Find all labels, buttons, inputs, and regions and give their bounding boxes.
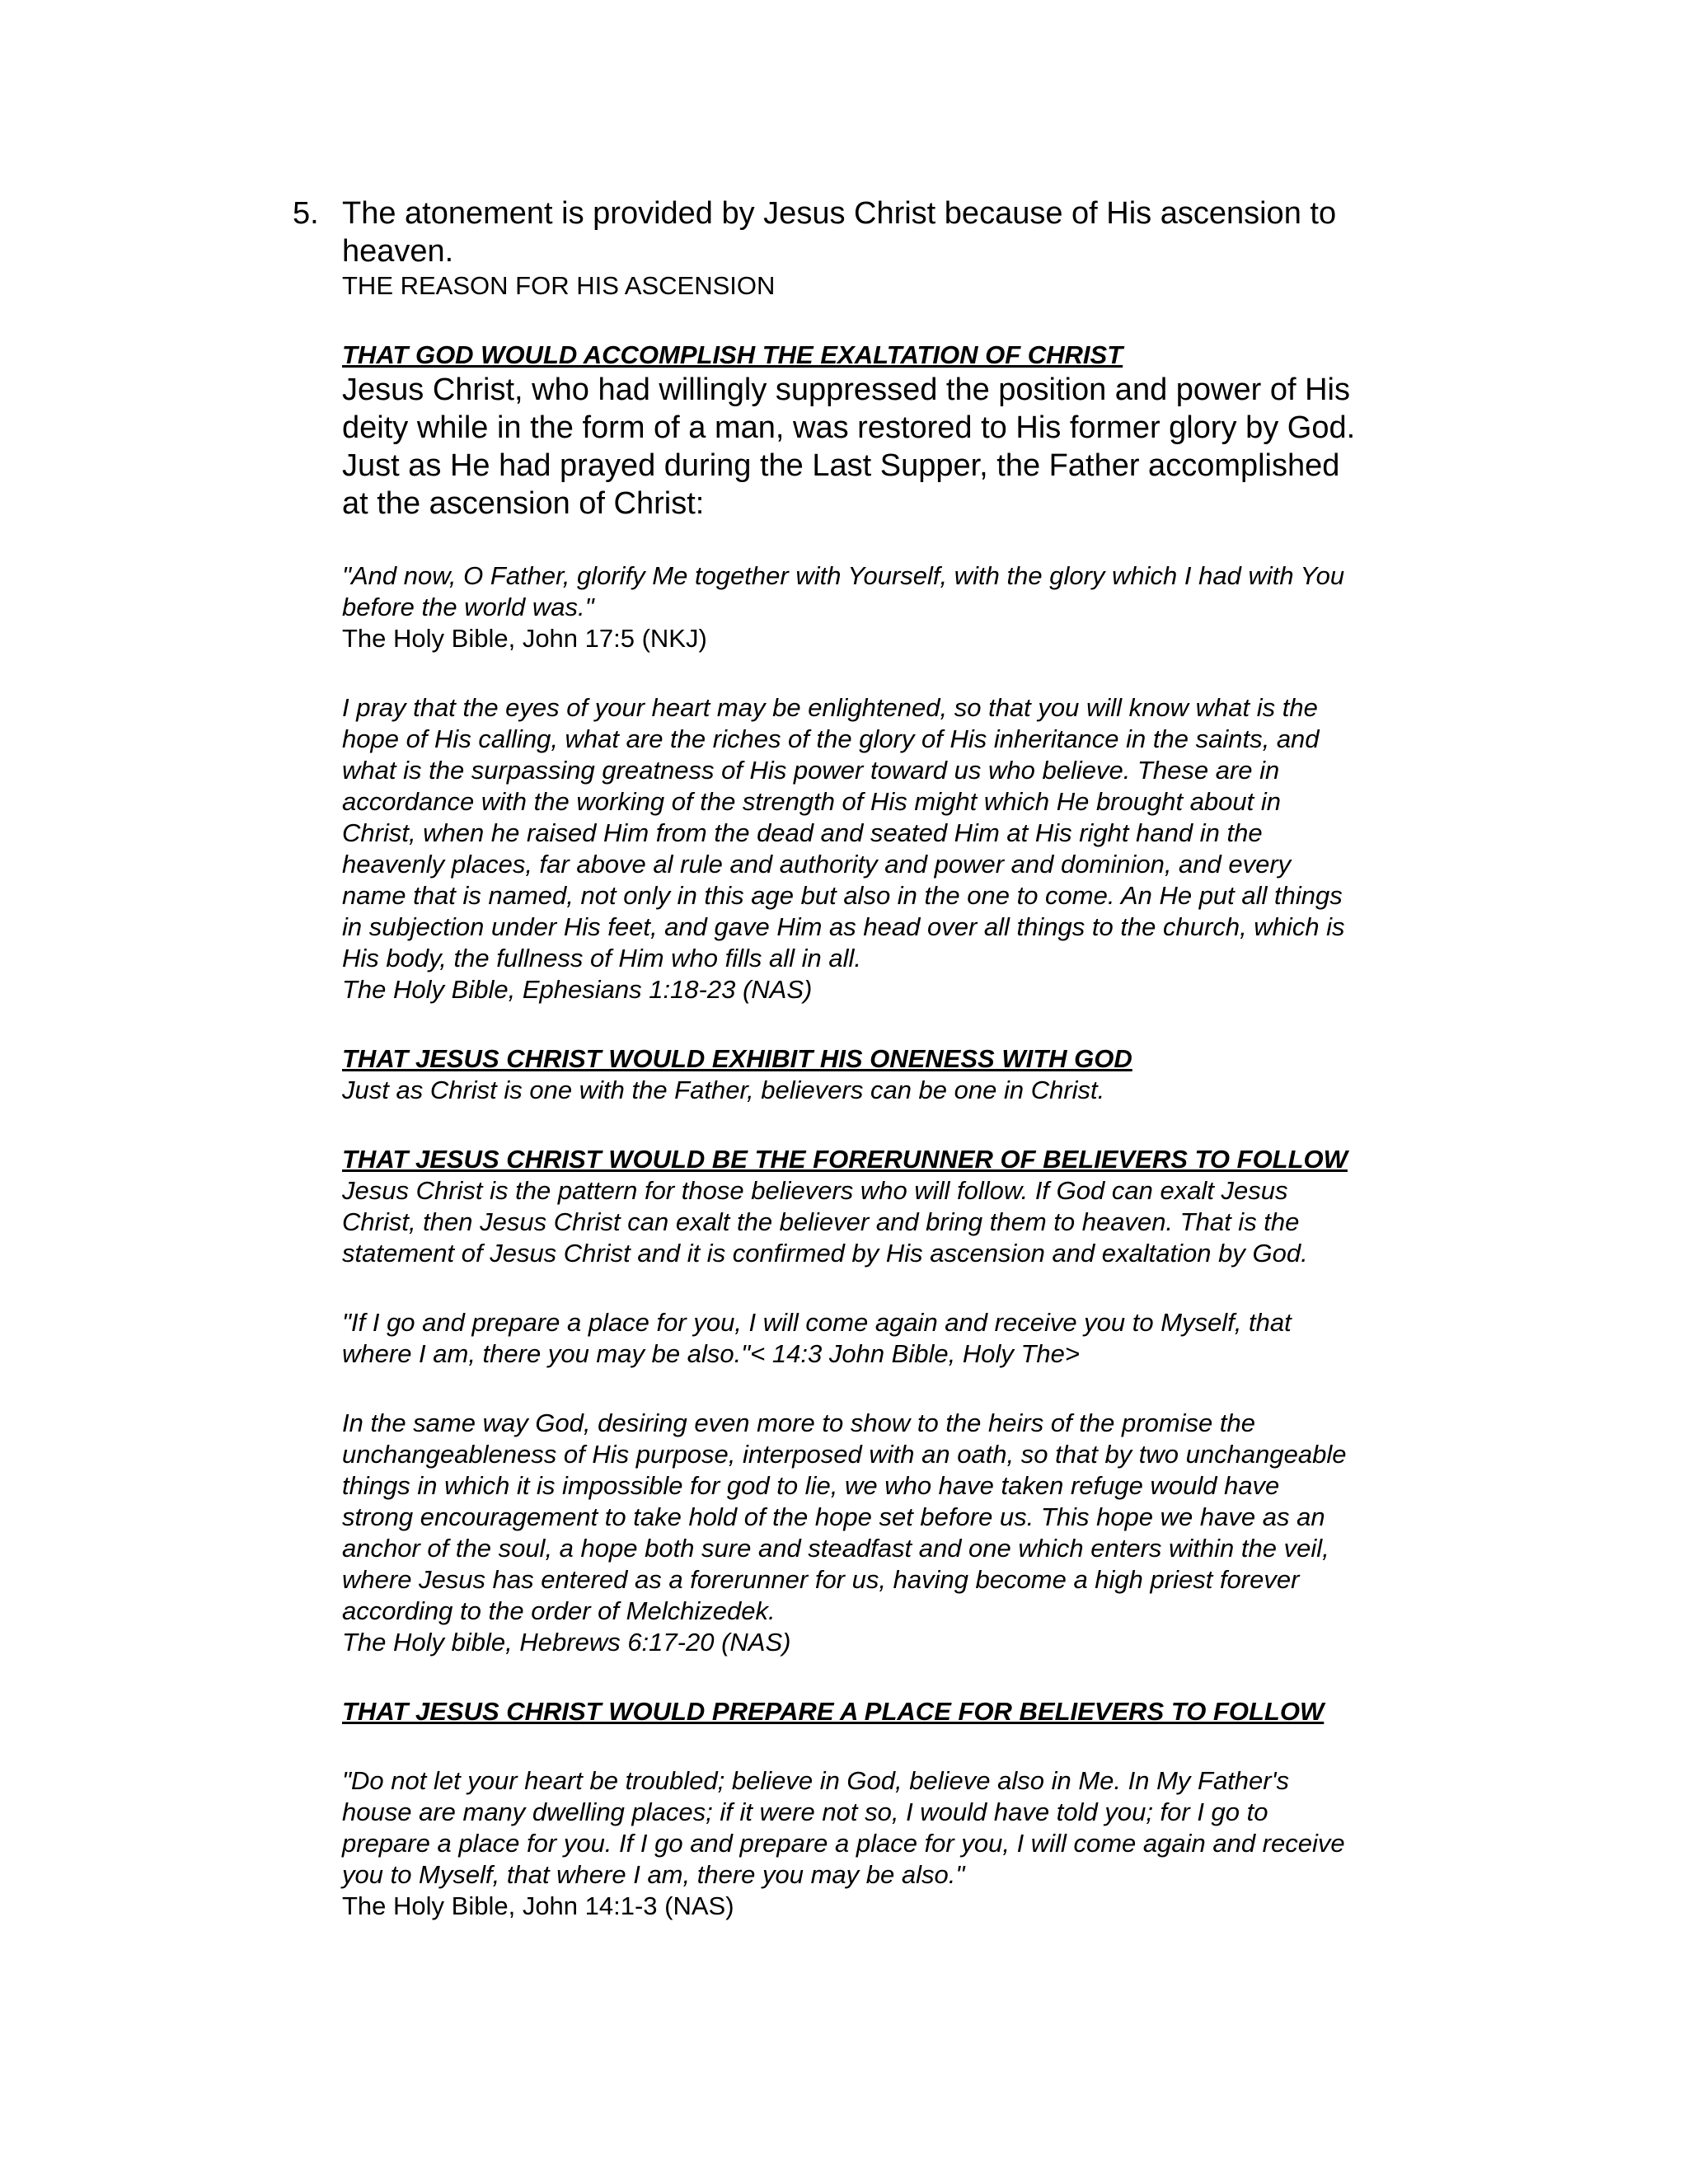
body-line: deity while in the form of a man, was restored to His former glory by God. <box>342 410 1356 445</box>
quote-line: "Do not let your heart be troubled; believe in God, believe also in Me. In My Father's <box>342 1766 1290 1795</box>
body-line: Jesus Christ, who had willingly suppressed the position and power of His <box>342 373 1350 407</box>
section-body: Just as Christ is one with the Father, believers can be one in Christ. <box>342 1076 1105 1104</box>
body-line: Jesus Christ is the pattern for those believers who will follow. If God can exalt Jesus <box>342 1176 1288 1205</box>
heading-line: heaven. <box>342 234 454 269</box>
quote-line: Christ, when he raised Him from the dead and seated Him at His right hand in the <box>342 818 1263 847</box>
quote-line: before the world was." <box>342 593 594 621</box>
quote-line: according to the order of Melchizedek. <box>342 1596 776 1625</box>
subtitle: THE REASON FOR HIS ASCENSION <box>342 271 776 300</box>
body-line: statement of Jesus Christ and it is confirmed by His ascension and exaltation by God. <box>342 1239 1308 1268</box>
heading-line: The atonement is provided by Jesus Christ because of His ascension to <box>342 196 1337 231</box>
section-title-exaltation: THAT GOD WOULD ACCOMPLISH THE EXALTATION OF CHRIST <box>342 340 1123 369</box>
list-item-number: 5. <box>293 196 319 231</box>
section-title-prepare-place: THAT JESUS CHRIST WOULD PREPARE A PLACE FOR BELIEVERS TO FOLLOW <box>342 1697 1325 1726</box>
item-heading <box>342 194 1430 270</box>
quote-line: "And now, O Father, glorify Me together with Yourself, with the glory which I had with You <box>342 561 1345 590</box>
scripture-reference: The Holy bible, Hebrews 6:17-20 (NAS) <box>342 1628 791 1657</box>
quote-line: I pray that the eyes of your heart may be enlightened, so that you will know what is the <box>342 693 1318 722</box>
scripture-quote <box>342 692 1430 974</box>
quote-line: prepare a place for you. If I go and prepare a place for you, I will come again and receive <box>342 1829 1345 1858</box>
quote-line: hope of His calling, what are the riches of the glory of His inheritance in the saints, and <box>342 724 1320 753</box>
scripture-quote <box>342 1307 1430 1370</box>
section-body <box>342 371 1430 523</box>
scripture-reference: The Holy Bible, John 14:1-3 (NAS) <box>342 1891 734 1920</box>
quote-line: unchangeableness of His purpose, interposed with an oath, so that by two unchangeable <box>342 1440 1347 1469</box>
quote-line: where Jesus has entered as a forerunner for us, having become a high priest forever <box>342 1565 1300 1594</box>
quote-line: accordance with the working of the strength of His might which He brought about in <box>342 787 1282 816</box>
quote-line: "If I go and prepare a place for you, I will come again and receive you to Myself, that <box>342 1308 1292 1337</box>
section-title-forerunner: THAT JESUS CHRIST WOULD BE THE FORERUNNER OF BELIEVERS TO FOLLOW <box>342 1145 1348 1174</box>
scripture-quote <box>342 560 1430 623</box>
section-body <box>342 1175 1430 1269</box>
quote-line: you to Myself, that where I am, there you may be also." <box>342 1860 965 1889</box>
quote-line: what is the surpassing greatness of His power toward us who believe. These are in <box>342 756 1280 785</box>
quote-line: in subjection under His feet, and gave Him as head over all things to the church, which is <box>342 912 1345 941</box>
scripture-quote <box>342 1408 1430 1627</box>
scripture-quote <box>342 1765 1430 1891</box>
quote-line: heavenly places, far above al rule and authority and power and dominion, and every <box>342 850 1292 879</box>
page-content <box>293 194 1430 1922</box>
scripture-reference: The Holy Bible, John 17:5 (NKJ) <box>342 624 707 653</box>
quote-line: strong encouragement to take hold of the hope set before us. This hope we have as an <box>342 1502 1325 1531</box>
body-line: Christ, then Jesus Christ can exalt the believer and bring them to heaven. That is the <box>342 1207 1300 1236</box>
quote-line: where I am, there you may be also."< 14:3 John Bible, Holy The> <box>342 1339 1080 1368</box>
body-line: at the ascension of Christ: <box>342 486 705 521</box>
quote-line: name that is named, not only in this age but also in the one to come. An He put all things <box>342 881 1343 910</box>
body-line: Just as He had prayed during the Last Supper, the Father accomplished <box>342 448 1340 483</box>
quote-line: things in which it is impossible for god to lie, we who have taken refuge would have <box>342 1471 1280 1500</box>
quote-line: anchor of the soul, a hope both sure and steadfast and one which enters within the veil, <box>342 1534 1329 1563</box>
quote-line: house are many dwelling places; if it were not so, I would have told you; for I go to <box>342 1797 1268 1826</box>
quote-line: His body, the fullness of Him who fills all in all. <box>342 944 862 972</box>
section-title-oneness: THAT JESUS CHRIST WOULD EXHIBIT HIS ONENESS WITH GOD <box>342 1044 1132 1073</box>
scripture-reference: The Holy Bible, Ephesians 1:18-23 (NAS) <box>342 975 813 1004</box>
quote-line: In the same way God, desiring even more to show to the heirs of the promise the <box>342 1408 1255 1437</box>
